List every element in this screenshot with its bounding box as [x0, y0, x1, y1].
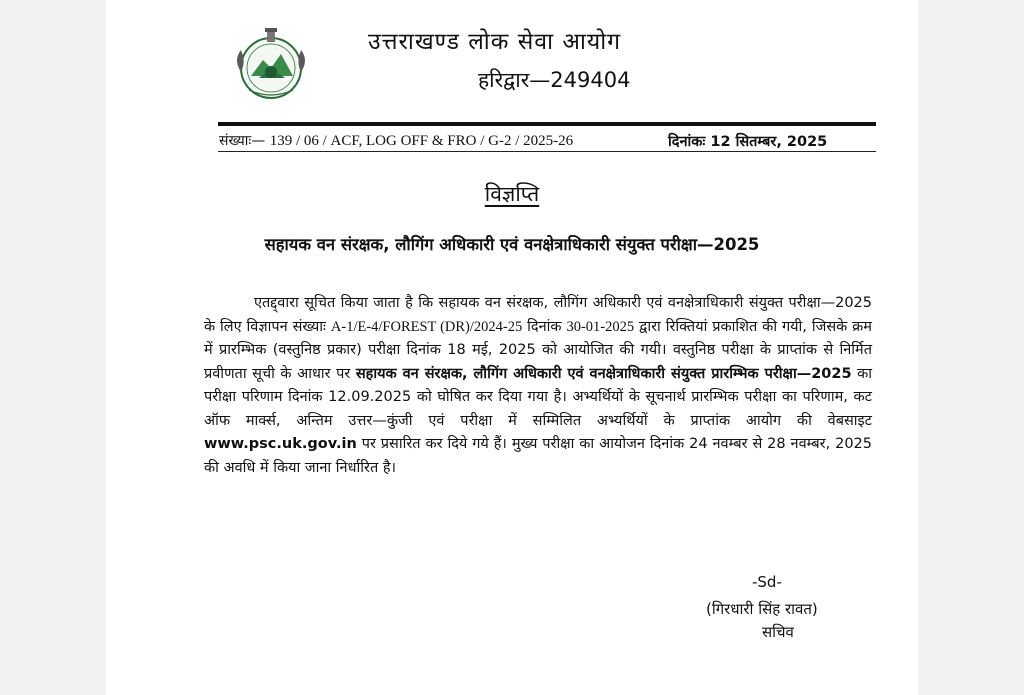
advert-number: A-1/E-4/FOREST (DR)/2024-25 — [330, 318, 523, 335]
notice-page — [106, 0, 918, 695]
notice-date: दिनांकः 12 सितम्बर, 2025 — [668, 134, 828, 150]
reference-value: 139 / 06 / ACF, LOG OFF & FRO / G-2 / 2025-26 — [269, 133, 574, 149]
notice-subject: सहायक वन संरक्षक, लौगिंग अधिकारी एवं वनक्षेत्राधिकारी संयुक्त परीक्षा—2025 — [264, 235, 760, 254]
header-rule-thin — [218, 151, 876, 152]
body-part-4: का परीक्षा परिणाम दिनांक 12.09.2025 को घोषित कर दिया गया है। अभ्यर्थियों के सूचनार्थ प्रारम्भिक परीक्षा का परिणाम, कट ऑफ मार्क्स, अन्तिम उत्तर—कुंजी एवं परीक्षा में सम्मिलित अभ्यर्थियों के प्राप्तांक आयोग की वेबसाइट — [204, 365, 873, 429]
header-rule-thick — [218, 122, 876, 126]
reference-number — [219, 131, 573, 150]
reference-label: संख्याः— — [219, 133, 266, 149]
body-part-1: एतद्द्वारा सूचित किया जाता है कि सहायक वन संरक्षक, लौगिंग अधिकारी एवं वनक्षेत्राधिकारी संयुक्त परीक्षा—2025 के लिए विज्ञापन संख्याः — [204, 295, 872, 335]
notice-title-text: विज्ञप्ति — [484, 182, 540, 206]
exam-name-bold: सहायक वन संरक्षक, लौगिंग अधिकारी एवं वनक्षेत्राधिकारी संयुक्त प्रारम्भिक परीक्षा—2025 — [355, 365, 852, 382]
org-name: उत्तराखण्ड लोक सेवा आयोग — [368, 29, 622, 55]
body-part-3: द्वारा रिक्तियां प्रकाशित की गयी, जिसके क्रम में प्रारम्भिक (वस्तुनिष्ठ प्रकार) परीक्षा दिनांक 18 मई, 2025 को आयोजित की गयी। वस्तुनिष्ठ परीक्षा के प्राप्तांक से निर्मित प्रवीणता सूची के आधार पर — [204, 318, 872, 382]
body-part-5: पर प्रसारित कर दिये गये हैं। मुख्य परीक्षा का आयोजन दिनांक 24 नवम्बर से 28 नवम्बर, 2025 की अवधि में किया जाना निर्धारित है। — [204, 436, 872, 476]
signatory-name: (गिरधारी सिंह रावत) — [706, 600, 818, 618]
uksc-emblem-icon — [219, 20, 323, 108]
org-city: हरिद्वार—249404 — [478, 68, 631, 92]
advert-date: 30-01-2025 — [566, 318, 635, 335]
body-part-2: दिनांक — [527, 318, 562, 335]
body-paragraph — [204, 292, 872, 480]
notice-title — [106, 180, 918, 208]
signatory-designation: सचिव — [762, 623, 794, 641]
signature-sd: -Sd- — [752, 573, 782, 591]
notice-body — [204, 292, 872, 480]
website-link[interactable]: www.psc.uk.gov.in — [204, 436, 357, 452]
